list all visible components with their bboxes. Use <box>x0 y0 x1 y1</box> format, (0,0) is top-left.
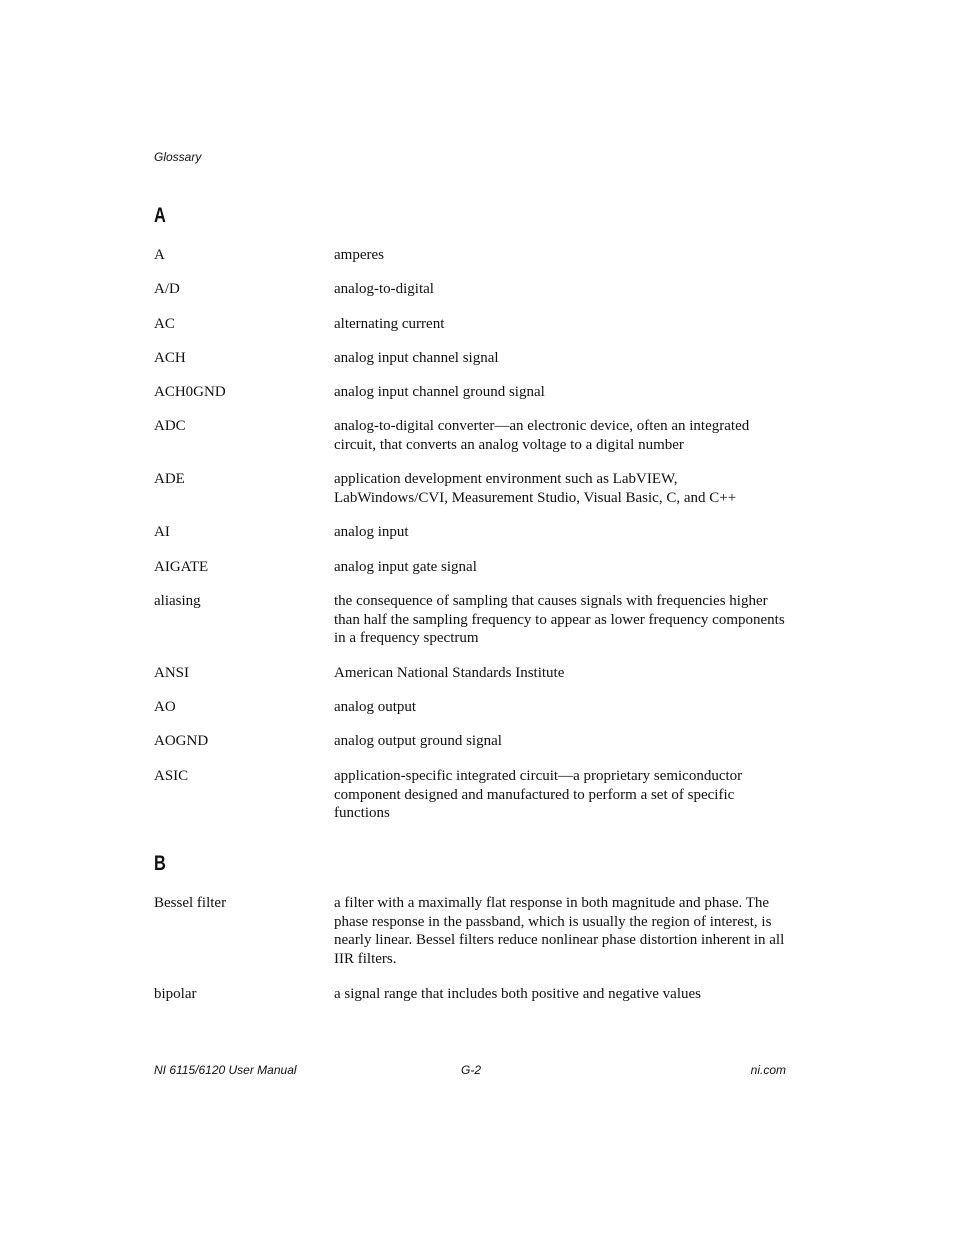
glossary-definition: alternating current <box>334 316 445 332</box>
glossary-definition: analog input channel ground signal <box>334 384 545 400</box>
glossary-definition: a filter with a maximally flat response in both magnitude and phase. The phase response in the passband, which is usually the region of interest, is nearly linear. Bessel filters reduce nonlinear phase distortion inherent in all IIR filters. <box>334 895 785 967</box>
glossary-term: bipolar <box>154 986 197 1002</box>
glossary-term: ADE <box>154 471 185 487</box>
glossary-term: A <box>154 247 165 263</box>
glossary-term: ASIC <box>154 768 189 784</box>
glossary-definition: application-specific integrated circuit—a proprietary semiconductor component designed and manufactured to perform a set of specific functions <box>334 768 743 822</box>
glossary-term: ACH <box>154 350 186 366</box>
glossary-term: AIGATE <box>154 559 209 575</box>
section-heading-a: A <box>154 204 166 227</box>
glossary-definition: a signal range that includes both positive and negative values <box>334 986 701 1002</box>
glossary-definition: analog-to-digital converter—an electronic device, often an integrated circuit, that converts an analog voltage to a digital number <box>334 418 750 453</box>
section-heading-b: B <box>154 852 166 875</box>
glossary-definition: analog output <box>334 699 417 715</box>
glossary-definition: analog input <box>334 524 409 540</box>
glossary-term: A/D <box>154 281 180 297</box>
glossary-term: ANSI <box>154 665 190 681</box>
glossary-term: AC <box>154 316 175 332</box>
glossary-term: AI <box>154 524 170 540</box>
glossary-term: Bessel filter <box>154 895 227 911</box>
footer-website: ni.com <box>750 1063 786 1077</box>
glossary-term: ADC <box>154 418 186 434</box>
glossary-term: ACH0GND <box>154 384 226 400</box>
glossary-definition: the consequence of sampling that causes signals with frequencies higher than half the sampling frequency to appear as lower frequency components in a frequency spectrum <box>334 593 785 647</box>
glossary-term: AOGND <box>154 733 209 749</box>
glossary-definition: analog input channel signal <box>334 350 499 366</box>
footer-manual-title: NI 6115/6120 User Manual <box>154 1063 297 1077</box>
footer-page-number: G-2 <box>461 1063 482 1077</box>
running-head: Glossary <box>154 150 202 164</box>
glossary-definition: analog output ground signal <box>334 733 502 749</box>
glossary-definition: analog-to-digital <box>334 281 434 297</box>
glossary-definition: American National Standards Institute <box>334 665 565 681</box>
glossary-term: AO <box>154 699 176 715</box>
glossary-definition: application development environment such as LabVIEW, LabWindows/CVI, Measurement Studio, Visual Basic, C, and C++ <box>334 471 737 506</box>
glossary-term: aliasing <box>154 593 201 609</box>
glossary-definition: amperes <box>334 247 384 263</box>
glossary-definition: analog input gate signal <box>334 559 477 575</box>
